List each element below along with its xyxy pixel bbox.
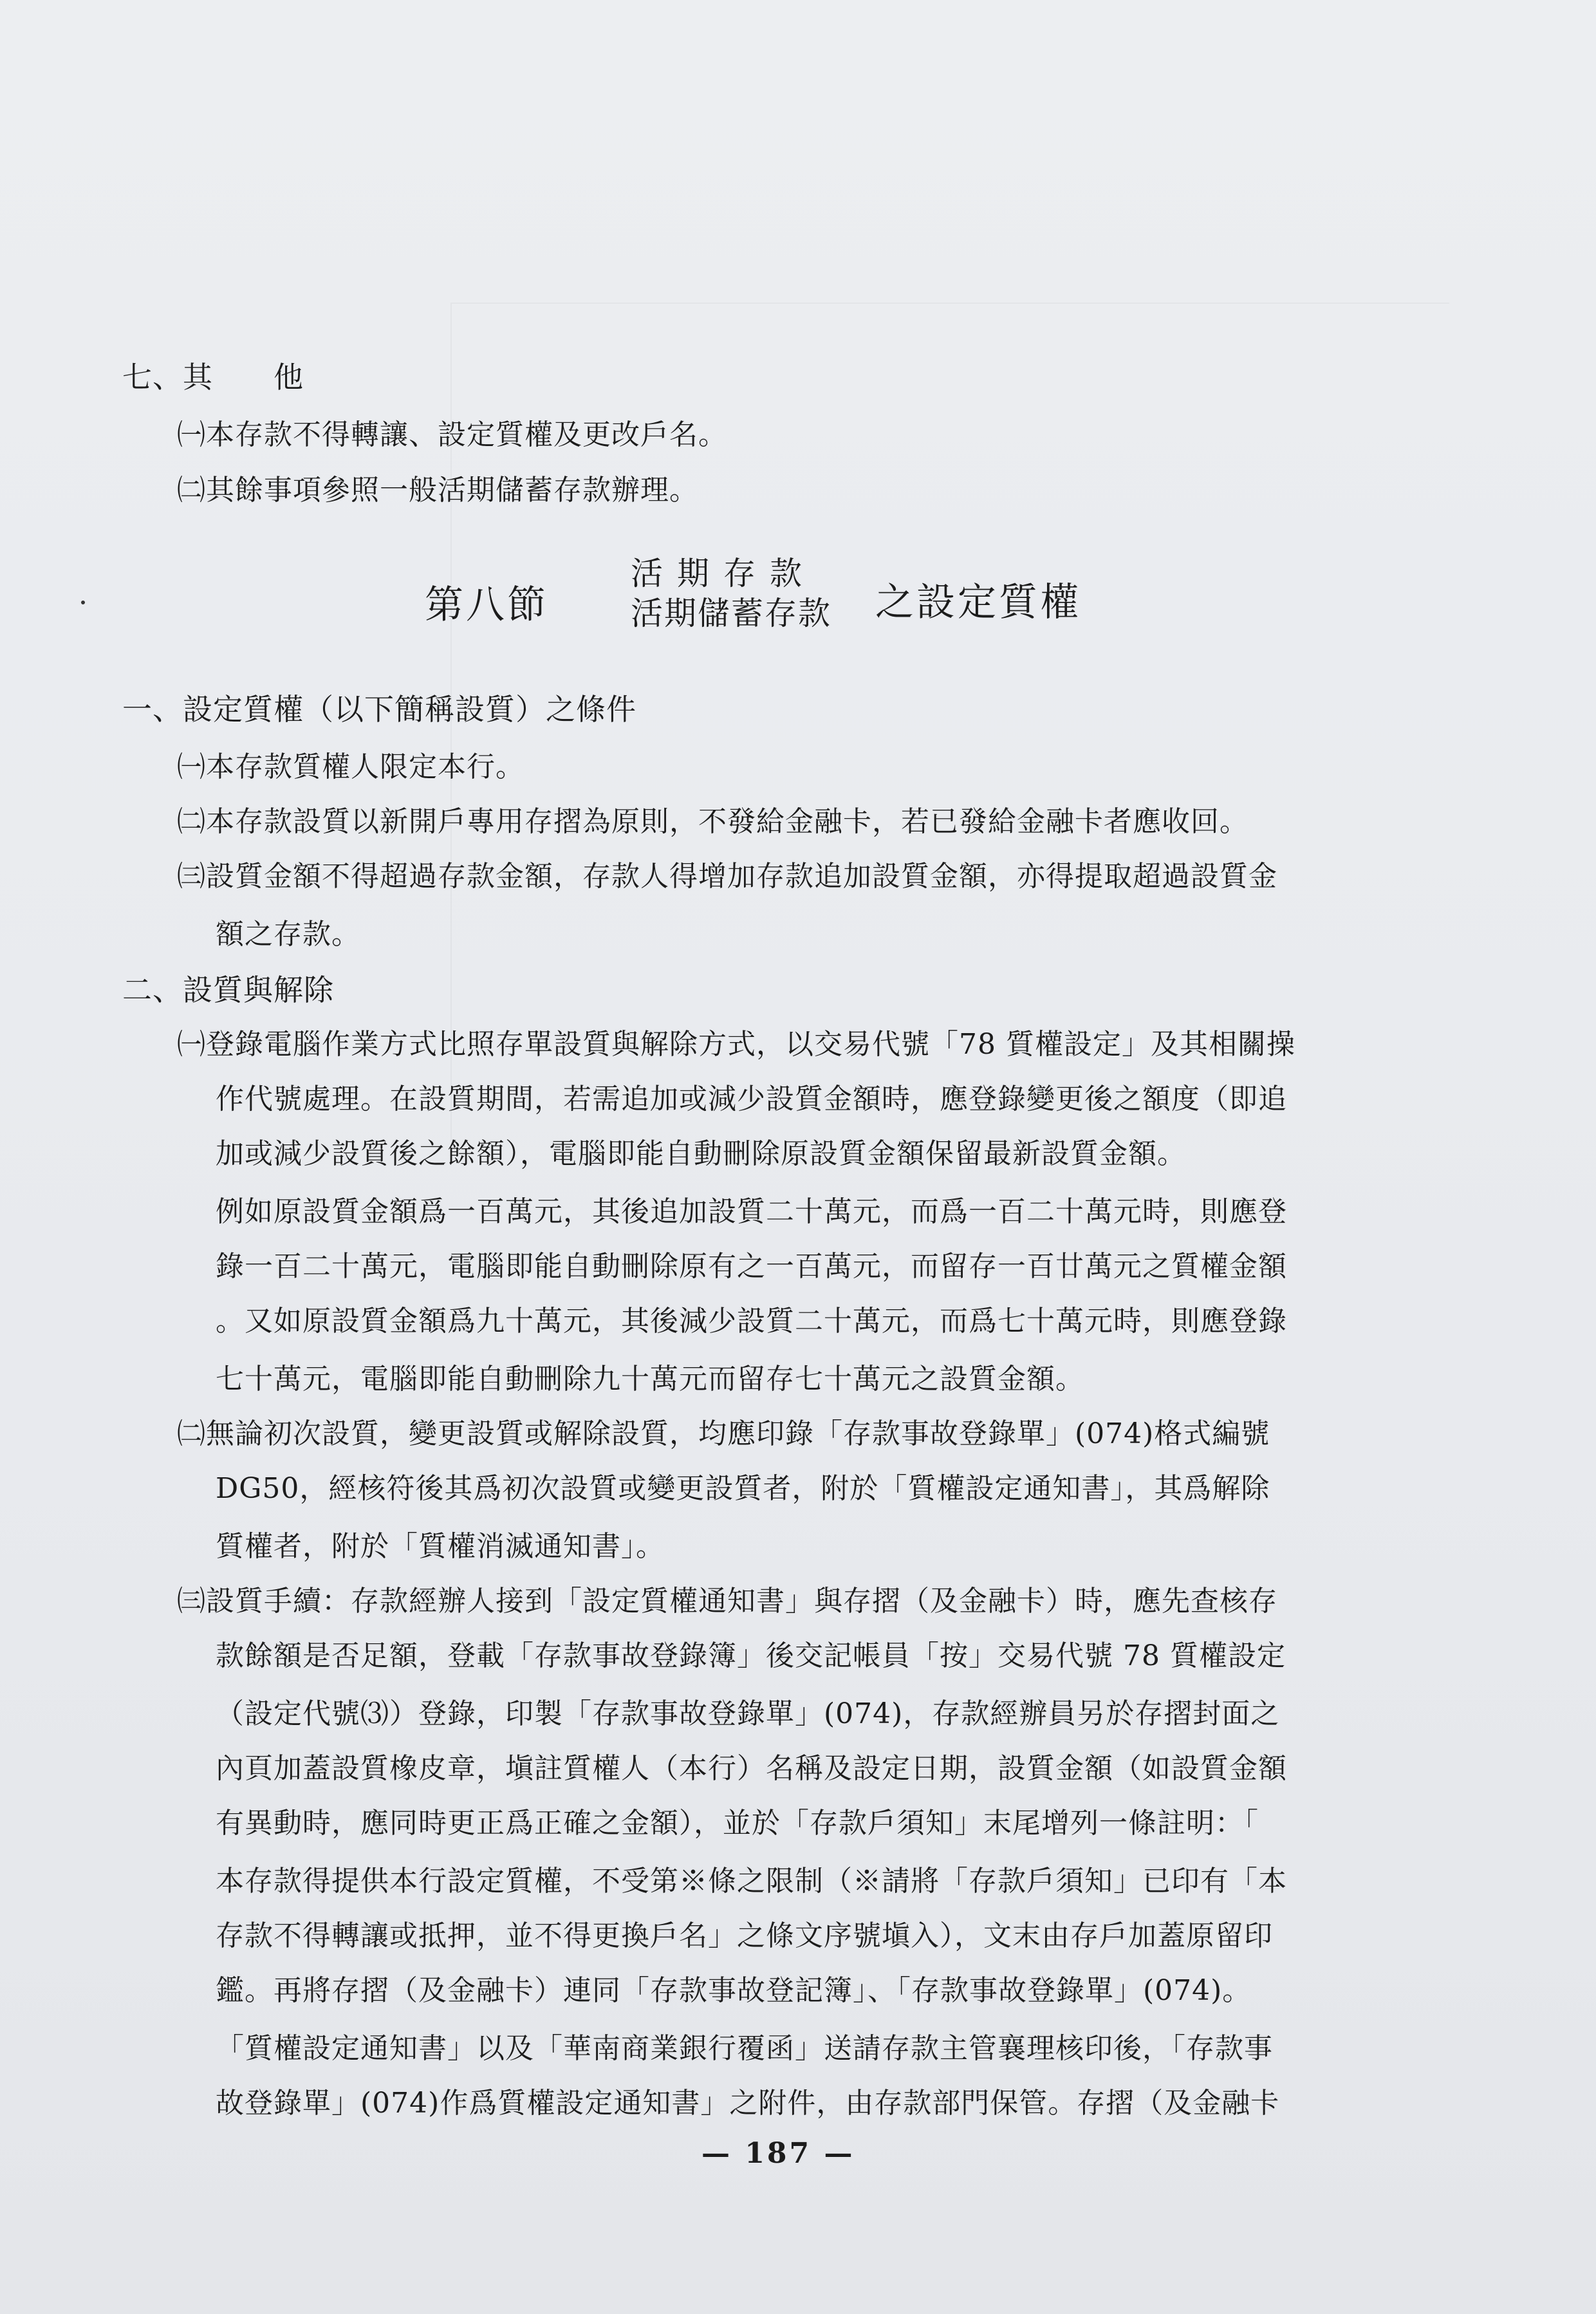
part1-item3-line2: 額之存款。 <box>216 918 360 951</box>
section7-item1: ㈠本存款不得轉讓、設定質權及更改戶名。 <box>177 418 727 451</box>
part2-item1-line4: 例如原設質金額爲一百萬元，其後追加設質二十萬元，而爲一百二十萬元時，則應登 <box>216 1195 1287 1228</box>
page-number: — 187 — <box>701 2137 855 2170</box>
part2-item1-line6: 。又如原設質金額爲九十萬元，其後減少設質二十萬元，而爲七十萬元時，則應登錄 <box>216 1305 1287 1338</box>
section-title-stack-bottom: 活期儲蓄存款 <box>631 595 831 632</box>
part1-item2: ㈡本存款設質以新開戶專用存摺為原則，不發給金融卡，若已發給金融卡者應收回。 <box>177 805 1248 838</box>
section-title-stack-top: 活期存款 <box>631 555 816 592</box>
part1-item1: ㈠本存款質權人限定本行。 <box>177 751 524 783</box>
part2-item1-line5: 錄一百二十萬元，電腦即能自動刪除原有之一百萬元，而留存一百廿萬元之質權金額 <box>216 1250 1287 1283</box>
part2-item2-line3: 質權者，附於「質權消滅通知書」。 <box>216 1530 665 1563</box>
part2-item3-line7: 存款不得轉讓或抵押，並不得更換戶名」之條文序號塡入），文末由存戶加蓋原留印 <box>216 1919 1273 1952</box>
section7-heading: 七、其 他 <box>122 360 304 395</box>
part2-item3-line3: （設定代號⑶）登錄，印製「存款事故登錄單」(074)，存款經辦員另於存摺封面之 <box>216 1697 1280 1730</box>
part1-item3-line1: ㈢設質金額不得超過存款金額，存款人得增加存款追加設質金額，亦得提取超過設質金 <box>177 860 1277 893</box>
part2-item2-line1: ㈡無論初次設質，變更設質或解除設質，均應印錄「存款事故登錄單」(074)格式編號 <box>177 1417 1270 1450</box>
section-title <box>425 554 1197 644</box>
section7-item2: ㈡其餘事項參照一般活期儲蓄存款辦理。 <box>177 474 698 507</box>
section-title-stack <box>631 554 831 633</box>
part2-item3-line4: 內頁加蓋設質橡皮章，塡註質權人（本行）名稱及設定日期，設質金額（如設質金額 <box>216 1752 1287 1785</box>
part2-item3-line6: 本存款得提供本行設定質權，不受第※條之限制（※請將「存款戶須知」已印有「本 <box>216 1865 1287 1898</box>
part2-item1-line7: 七十萬元，電腦即能自動刪除九十萬元而留存七十萬元之設質金額。 <box>216 1363 1084 1395</box>
part2-item1-line3: 加或減少設質後之餘額），電腦即能自動刪除原設質金額保留最新設質金額。 <box>216 1137 1186 1170</box>
part2-item3-line8: 鑑。再將存摺（及金融卡）連同「存款事故登記簿」、「存款事故登錄單」(074)。 <box>216 1974 1252 2007</box>
section-title-left: 第八節 <box>425 583 548 628</box>
part2-item1-line1: ㈠登錄電腦作業方式比照存單設質與解除方式，以交易代號「78 質權設定」及其相關操 <box>177 1028 1295 1061</box>
margin-dot <box>81 601 85 604</box>
part2-item2-line2: DG50，經核符後其爲初次設質或變更設質者，附於「質權設定通知書」，其爲解除 <box>216 1472 1270 1505</box>
part2-heading: 二、設質與解除 <box>122 973 334 1007</box>
part1-heading: 一、設定質權（以下簡稱設質）之條件 <box>122 692 636 727</box>
part2-item3-line2: 款餘額是否足額，登載「存款事故登錄簿」後交記帳員「按」交易代號 78 質權設定 <box>216 1639 1286 1672</box>
section-title-right: 之設定質權 <box>875 580 1081 625</box>
part2-item3-line1: ㈢設質手續：存款經辦人接到「設定質權通知書」與存摺（及金融卡）時，應先查核存 <box>177 1585 1277 1618</box>
part2-item3-line10: 故登錄單」(074)作爲質權設定通知書」之附件，由存款部門保管。存摺（及金融卡 <box>216 2087 1280 2120</box>
part2-item3-line5: 有異動時，應同時更正爲正確之金額），並於「存款戶須知」末尾增列一條註明：「 <box>216 1807 1259 1840</box>
part2-item1-line2: 作代號處理。在設質期間，若需追加或減少設質金額時，應登錄變更後之額度（即追 <box>216 1083 1287 1115</box>
part2-item3-line9: 「質權設定通知書」以及「華南商業銀行覆函」送請存款主管襄理核印後，「存款事 <box>216 2032 1273 2065</box>
